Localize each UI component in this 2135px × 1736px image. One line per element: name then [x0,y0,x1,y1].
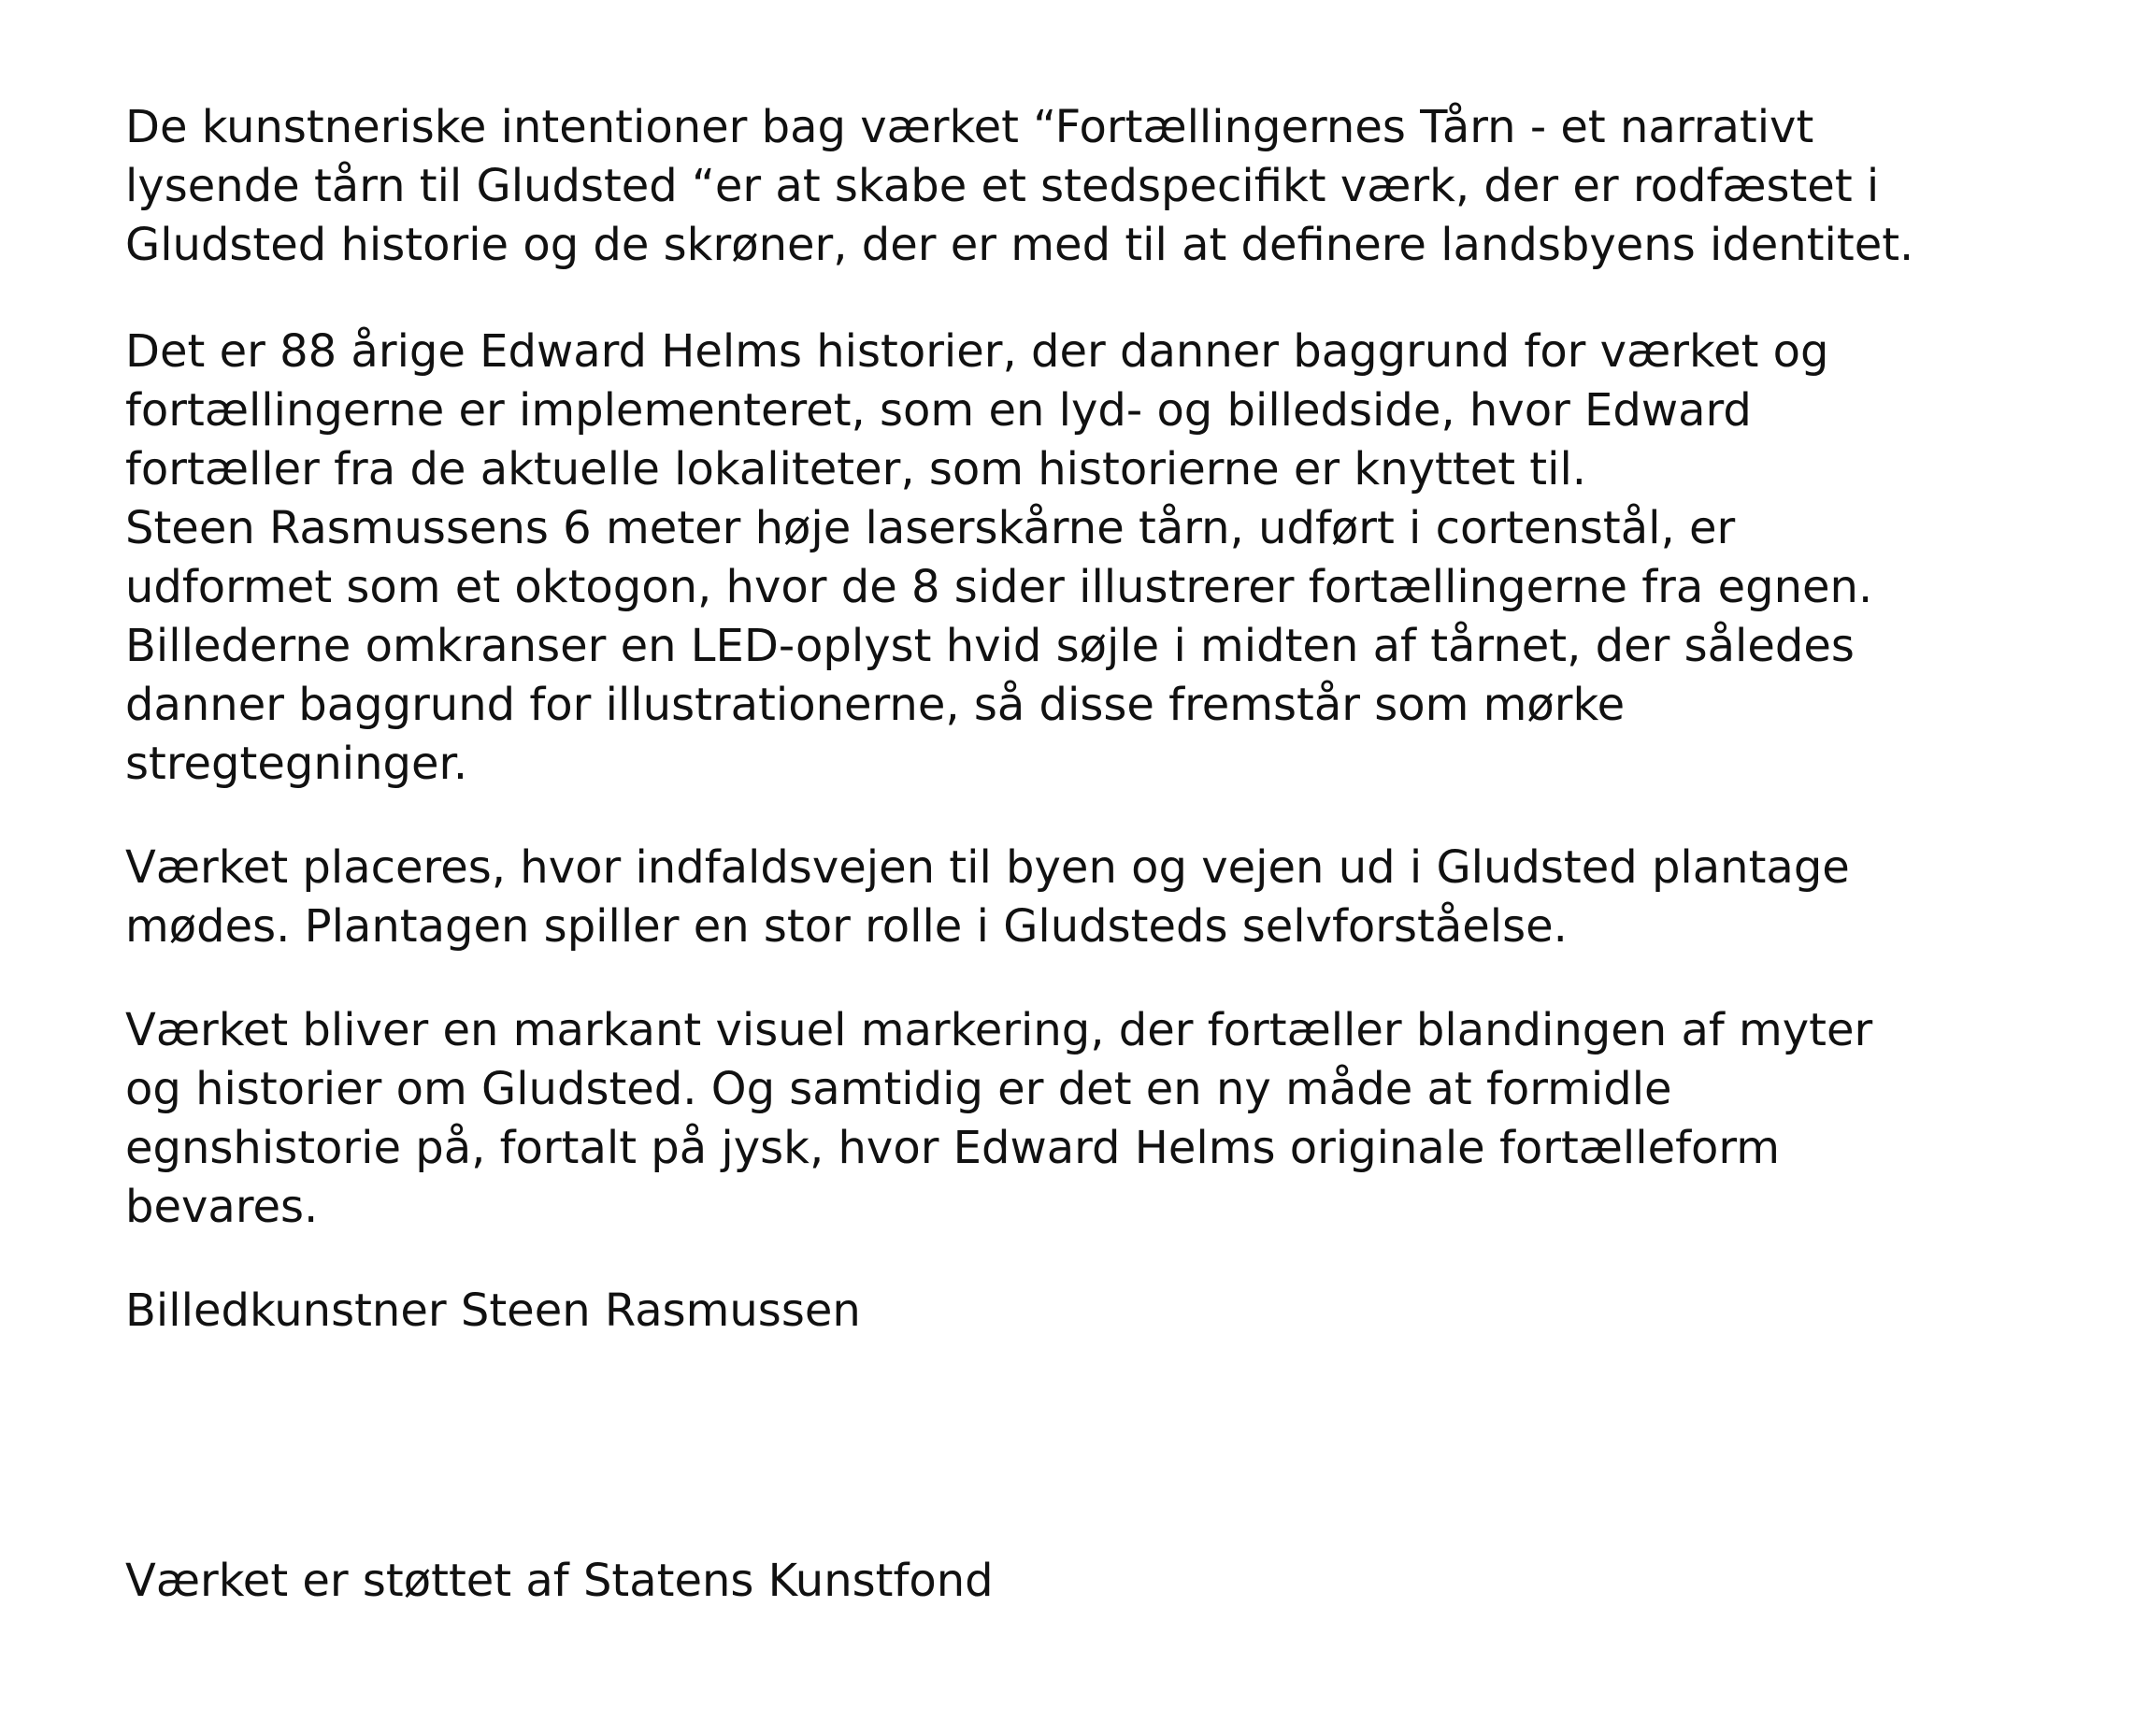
text-line: lysende tårn til Gludsted “er at skabe et stedspecifikt værk, der er rodfæstet i [125,160,1880,212]
text-line: og historier om Gludsted. Og samtidig er det en ny måde at formidle [125,1063,1672,1115]
paragraph-placement [125,839,1850,956]
document-page [125,0,2088,1736]
paragraph-artistic-intentions [125,98,1913,275]
text-line: egnshistorie på, fortalt på jysk, hvor Edward Helms originale fortælleform [125,1122,1781,1174]
text-line: bevares. [125,1181,319,1233]
funding-note: Værket er støttet af Statens Kunstfond [125,1555,994,1607]
text-line: fortællingerne er implementeret, som en lyd- og billedside, hvor Edward [125,384,1752,437]
text-line: fortæller fra de aktuelle lokaliteter, som historierne er knyttet til. [125,443,1587,495]
text-line: Steen Rasmussens 6 meter høje laserskårne tårn, udført i cortenstål, er [125,502,1736,554]
paragraph-artist-signature [125,1282,861,1341]
paragraph-edward-helms-stories [125,323,1872,794]
paragraph-visual-marking [125,1001,1872,1237]
text-line: Gludsted historie og de skrøner, der er med til at definere landsbyens identitet. [125,219,1914,271]
text-line: mødes. Plantagen spiller en stor rolle i Gludsteds selvforståelse. [125,900,1568,953]
text-line: Værket bliver en markant visuel markering, der fortæller blandingen af myter [125,1004,1873,1056]
text-line: danner baggrund for illustrationerne, så disse fremstår som mørke [125,679,1626,731]
text-line: Det er 88 årige Edward Helms historier, der danner baggrund for værket og [125,325,1829,378]
text-line: Værket placeres, hvor indfaldsvejen til byen og vejen ud i Gludsted plantage [125,841,1850,894]
text-line: De kunstneriske intentioner bag værket “Fortællingernes Tårn - et narrativt [125,101,1814,153]
text-line: Billederne omkranser en LED-oplyst hvid søjle i midten af tårnet, der således [125,620,1855,672]
text-line: stregtegninger. [125,738,468,790]
artist-name: Billedkunstner Steen Rasmussen [125,1284,861,1337]
text-line: udformet som et oktogon, hvor de 8 sider illustrerer fortællingerne fra egnen. [125,561,1873,613]
paragraph-funding-note [125,1552,994,1611]
